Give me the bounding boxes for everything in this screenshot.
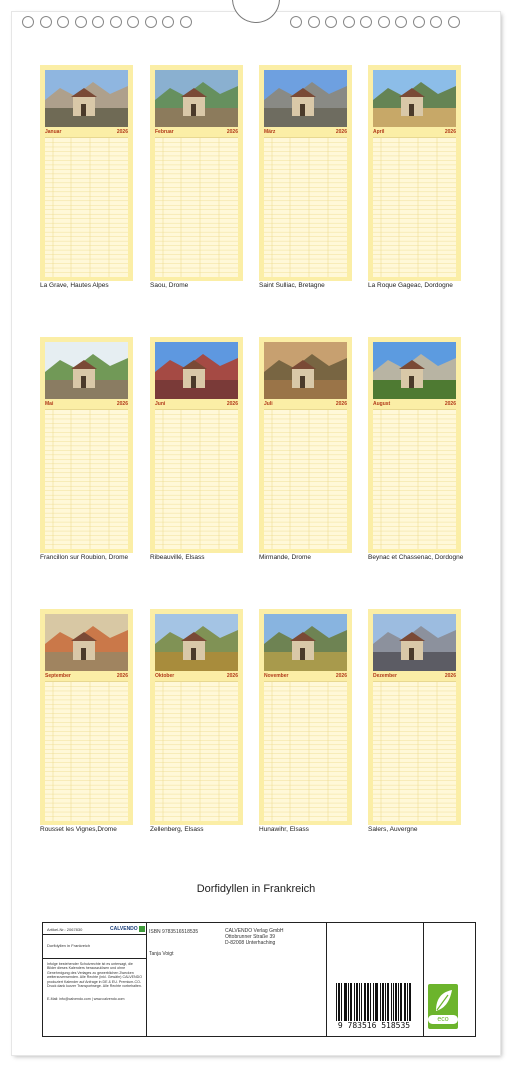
month-header [264, 671, 347, 680]
divider [146, 923, 147, 1036]
month-panel [368, 337, 464, 561]
binding-hole [448, 16, 460, 28]
product-name: Dorfidyllen in Frankreich [47, 943, 91, 948]
landscape-photo [264, 614, 347, 671]
binding-hole [75, 16, 87, 28]
binding-hole [343, 16, 355, 28]
month-year: 2026 [444, 128, 456, 135]
eco-label: eco [428, 1015, 458, 1024]
month-year: 2026 [335, 128, 347, 135]
binding-hole [308, 16, 320, 28]
barcode-bar [373, 983, 374, 1021]
barcode-bar [393, 983, 394, 1021]
barcode-bar [359, 983, 360, 1021]
landscape-photo [264, 342, 347, 399]
photo-caption: La Roque Gageac, Dordogne [368, 282, 453, 289]
calendar-title: Dorfidyllen in Frankreich [196, 883, 316, 895]
binding-hole [92, 16, 104, 28]
binding-hole [57, 16, 69, 28]
leaf-icon [428, 986, 458, 1016]
month-name: Juni [155, 400, 166, 407]
landscape-photo [45, 70, 128, 127]
publisher-street: Ottobrunner Straße 39 [225, 934, 276, 940]
photo-caption: Rousset les Vignes,Drome [40, 826, 117, 833]
barcode-bar [361, 983, 362, 1021]
month-year: 2026 [226, 672, 238, 679]
month-name: Juli [264, 400, 273, 407]
photo-caption: Beynac et Chassenac, Dordogne [368, 554, 464, 561]
binding-hole [325, 16, 337, 28]
month-panel [150, 65, 243, 289]
eco-badge [428, 984, 458, 1029]
day-grid [264, 137, 347, 277]
publisher-city: D-82008 Unterhaching [225, 940, 276, 946]
barcode-bar [336, 983, 337, 1021]
binding-hole [40, 16, 52, 28]
photo-caption: Ribeauvillé, Elsass [150, 554, 205, 561]
day-grid [264, 409, 347, 549]
binding-hole [395, 16, 407, 28]
day-grid [45, 137, 128, 277]
day-grid [155, 681, 238, 821]
landscape-photo [45, 342, 128, 399]
binding-holes-right [290, 16, 460, 28]
month-year: 2026 [444, 400, 456, 407]
barcode [336, 983, 411, 1021]
month-year: 2026 [335, 672, 347, 679]
month-panel [40, 65, 133, 289]
photo-caption: Saou, Drome [150, 282, 189, 289]
binding-hole [162, 16, 174, 28]
month-year: 2026 [226, 400, 238, 407]
landscape-photo [45, 614, 128, 671]
photo-caption: Hunawihr, Elsass [259, 826, 309, 833]
barcode-bar [398, 983, 399, 1021]
month-panel [259, 65, 352, 289]
landscape-photo [155, 342, 238, 399]
day-grid [373, 681, 456, 821]
binding-holes-left [22, 16, 192, 28]
day-grid [264, 681, 347, 821]
month-header [264, 127, 347, 136]
month-panel [368, 609, 461, 833]
month-name: August [373, 400, 391, 407]
binding-hole [180, 16, 192, 28]
month-panel [259, 337, 352, 561]
month-header [373, 399, 456, 408]
barcode-bar [396, 983, 397, 1021]
barcode-bar [391, 983, 392, 1021]
landscape-photo [155, 70, 238, 127]
day-grid [155, 409, 238, 549]
binding-hole [290, 16, 302, 28]
month-year: 2026 [116, 672, 128, 679]
landscape-photo [155, 614, 238, 671]
barcode-bar [380, 983, 381, 1021]
landscape-photo [373, 342, 456, 399]
month-panel [40, 609, 133, 833]
month-name: November [264, 672, 289, 679]
divider [43, 958, 146, 959]
month-header [45, 671, 128, 680]
landscape-photo [264, 70, 347, 127]
divider [423, 923, 424, 1036]
month-header [155, 671, 238, 680]
binding-hole [360, 16, 372, 28]
divider [43, 934, 146, 935]
landscape-photo [373, 614, 456, 671]
day-grid [373, 409, 456, 549]
month-panel [150, 337, 243, 561]
month-header [264, 399, 347, 408]
landscape-photo [373, 70, 456, 127]
month-name: Februar [155, 128, 174, 135]
photo-caption: Salers, Auvergne [368, 826, 418, 833]
month-name: September [45, 672, 71, 679]
isbn: ISBN 9783516518535 [149, 929, 199, 935]
month-header [373, 127, 456, 136]
barcode-bar [405, 983, 406, 1021]
month-year: 2026 [226, 128, 238, 135]
month-name: Mai [45, 400, 54, 407]
month-year: 2026 [444, 672, 456, 679]
publisher-name: CALVENDO Verlag GmbH [225, 928, 284, 934]
barcode-bar [370, 983, 371, 1021]
photo-caption: Saint Sulliac, Bretagne [259, 282, 325, 289]
photo-caption: La Grave, Hautes Alpes [40, 282, 109, 289]
binding-hole [110, 16, 122, 28]
binding-hole [127, 16, 139, 28]
barcode-bar [346, 983, 347, 1021]
month-panel [368, 65, 461, 289]
divider [326, 923, 327, 1036]
day-grid [45, 681, 128, 821]
month-name: Januar [45, 128, 62, 135]
author: Tanja Voigt [149, 951, 174, 957]
barcode-bar [368, 983, 369, 1021]
barcode-bar [385, 983, 386, 1021]
barcode-bar [339, 983, 340, 1021]
binding-hole [145, 16, 157, 28]
barcode-bar [354, 983, 355, 1021]
barcode-bar [365, 983, 366, 1021]
barcode-bar [348, 983, 349, 1021]
binding-hole [430, 16, 442, 28]
month-year: 2026 [116, 128, 128, 135]
month-name: Dezember [373, 672, 397, 679]
rights-notice: Infolge bestehender Schutzrechte ist es untersagt, die Bilder dieses Kalenders herauszulösen und ohne Genehmigung des Verlages zu gewerblichen Zwecken weiterzuverwenden. Alle Rechte (inkl. Gewähr) CALVENDO produziert Kalender auf Anfrage in DE & EU. Premium-CO-Druck dank kurzer Transportwege. Alle Rechte vorbehalten. [47, 962, 143, 989]
contact-line: E-Mail: info@calvendo.com | www.calvendo.com [47, 997, 125, 1001]
photo-caption: Mirmande, Drome [259, 554, 312, 561]
barcode-bar [377, 983, 378, 1021]
month-header [45, 399, 128, 408]
calvendo-logo-mark [139, 926, 145, 932]
barcode-bar [357, 983, 358, 1021]
month-panel [150, 609, 243, 833]
month-year: 2026 [116, 400, 128, 407]
day-grid [155, 137, 238, 277]
barcode-bar [388, 983, 389, 1021]
photo-caption: Francillon sur Roubion, Drome [40, 554, 129, 561]
imprint-box [42, 922, 476, 1037]
day-grid [45, 409, 128, 549]
barcode-bar [407, 983, 408, 1021]
barcode-number: 9 783516 518535 [337, 1021, 411, 1030]
barcode-bar [341, 983, 342, 1021]
month-name: März [264, 128, 276, 135]
month-header [45, 127, 128, 136]
month-name: Oktober [155, 672, 175, 679]
month-year: 2026 [335, 400, 347, 407]
binding-hole [378, 16, 390, 28]
month-header [155, 127, 238, 136]
calvendo-logo: CALVENDO [110, 926, 138, 932]
binding-hole [413, 16, 425, 28]
binding-hole [22, 16, 34, 28]
article-number: Artikel-Nr.: 2067830 [47, 927, 83, 932]
month-panel [259, 609, 352, 833]
barcode-bar [351, 983, 352, 1021]
photo-caption: Zellenberg, Elsass [150, 826, 204, 833]
month-header [155, 399, 238, 408]
day-grid [373, 137, 456, 277]
month-panel [40, 337, 133, 561]
barcode-bar [401, 983, 402, 1021]
month-header [373, 671, 456, 680]
month-name: April [373, 128, 385, 135]
barcode-bar [410, 983, 411, 1021]
barcode-bar [383, 983, 384, 1021]
